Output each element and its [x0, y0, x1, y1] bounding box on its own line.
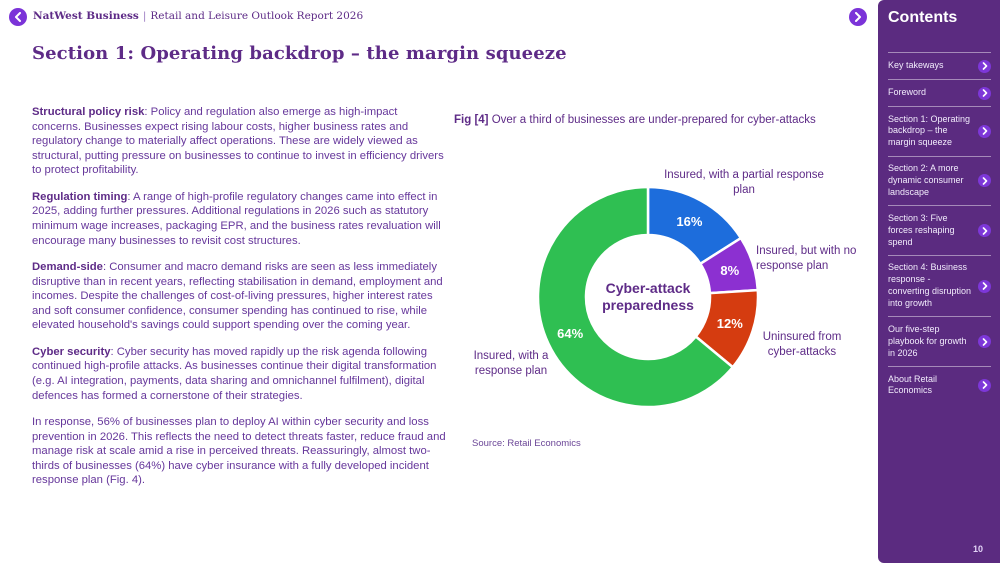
paragraph: In response, 56% of businesses plan to deploy AI within cyber security and loss prevention in 2026. This reflects the need to detect threats faster, reduce fraud and manage risk at scale amid a rise in perceived threats. Reassuringly, almost two-thirds of businesses (64%) have cyber insurance with a fully developed incident response plan (Fig. 4). — [32, 416, 446, 487]
segment-percent-label: 12% — [716, 316, 743, 332]
segment-label: Insured, with a partial response plan — [664, 169, 824, 196]
paragraph-lead: Demand-side — [32, 261, 103, 274]
segment-label: Insured, with a response plan — [473, 350, 549, 377]
segment-label: Uninsured from cyber-attacks — [762, 331, 842, 358]
brand-name: NatWest Business — [33, 10, 139, 22]
forward-button[interactable] — [849, 8, 867, 26]
toc-item-3[interactable] — [888, 106, 991, 156]
toc-item-5[interactable] — [888, 205, 991, 255]
paragraph-lead: Cyber security — [32, 345, 111, 358]
toc-item-1[interactable] — [888, 52, 991, 79]
toc-item-6[interactable] — [888, 255, 991, 317]
segment-percent-label: 16% — [676, 214, 703, 230]
paragraph: Regulation timing: A range of high-profile regulatory changes came into effect in 2025, adding further pressures. Additional regulations in 2026 such as statutory minimum wage increases, packaging EPR, and the business rates revaluation will encourage many businesses to revisit cost structures. — [32, 190, 441, 247]
page-title: Section 1: Operating backdrop – the margin squeeze — [32, 43, 567, 65]
segment-label: Insured, but with no response plan — [756, 245, 857, 272]
breadcrumb — [33, 10, 363, 22]
breadcrumb-separator: | — [142, 10, 147, 22]
article-text — [32, 105, 448, 500]
sidebar-title: Contents — [888, 9, 958, 26]
toc-item-8[interactable] — [888, 366, 991, 404]
table-of-contents — [888, 52, 991, 404]
chevron-right-icon[interactable] — [978, 60, 991, 73]
chevron-left-icon — [14, 12, 22, 22]
paragraph-lead: Structural policy risk — [32, 106, 145, 118]
chevron-right-icon[interactable] — [978, 125, 991, 138]
chevron-right-icon[interactable] — [978, 335, 991, 348]
paragraph: Demand-side: Consumer and macro demand risks are seen as less immediately disruptive than in recent years, reflecting stabilisation in demand, employment and incomes. Despite the challenges of cost-of-living pressures, higher interest rates and soft consumer confidence, consumer spending has continued to rise, while elevated household's savings could support spending over the coming year. — [32, 261, 443, 332]
toc-item-label: Section 2: A more dynamic consumer landscape — [888, 163, 964, 197]
chart-source: Source: Retail Economics — [472, 438, 581, 449]
figure-caption — [454, 114, 884, 126]
paragraph: Cyber security: Cyber security has moved rapidly up the risk agenda following continued high-profile attacks. As businesses continue their digital transformation (e.g. AI integration, payments, data sharing and omnichannel fulfilment), digital defences has formed a cornerstone of their strategies. — [32, 345, 437, 402]
page-number: 10 — [972, 544, 983, 554]
chevron-right-icon[interactable] — [978, 174, 991, 187]
toc-item-label: Section 3: Five forces reshaping spend — [888, 212, 955, 247]
toc-item-label: Key takeways — [888, 60, 944, 71]
toc-item-label: Section 4: Business response - converting disruption into growth — [888, 262, 972, 308]
chevron-right-icon[interactable] — [978, 87, 991, 100]
back-button[interactable] — [9, 8, 27, 26]
toc-item-4[interactable] — [888, 156, 991, 206]
chevron-right-icon[interactable] — [978, 280, 991, 293]
chevron-right-icon — [854, 12, 862, 22]
figure-number: Fig [4] — [454, 114, 489, 126]
figure-caption-text: Over a third of businesses are under-prepared for cyber-attacks — [488, 114, 816, 126]
segment-percent-label: 8% — [720, 262, 740, 278]
contents-sidebar — [878, 0, 1000, 563]
toc-item-label: Foreword — [888, 87, 927, 98]
toc-item-label: Section 1: Operating backdrop – the margin squeeze — [888, 113, 971, 148]
paragraph-lead: Regulation timing — [32, 190, 128, 203]
chart-center-label: Cyber-attack preparedness — [602, 280, 694, 313]
toc-item-2[interactable] — [888, 79, 991, 106]
toc-item-7[interactable] — [888, 316, 991, 366]
chevron-right-icon[interactable] — [978, 379, 991, 392]
report-name: Retail and Leisure Outlook Report 2026 — [150, 10, 364, 22]
segment-percent-label: 64% — [557, 326, 584, 342]
toc-item-label: Our five-step playbook for growth in 2026 — [888, 323, 967, 358]
donut-chart — [536, 185, 760, 409]
paragraph: Structural policy risk: Policy and regulation also emerge as high-impact concerns. Businesses expect rising labour costs, higher business rates and regulatory change to materially affect operations. These are widely viewed as structural, putting pressure on businesses to continue to invest in efficiency drivers to protect profitability. — [32, 106, 444, 177]
chevron-right-icon[interactable] — [978, 224, 991, 237]
toc-item-label: About Retail Economics — [888, 373, 938, 396]
